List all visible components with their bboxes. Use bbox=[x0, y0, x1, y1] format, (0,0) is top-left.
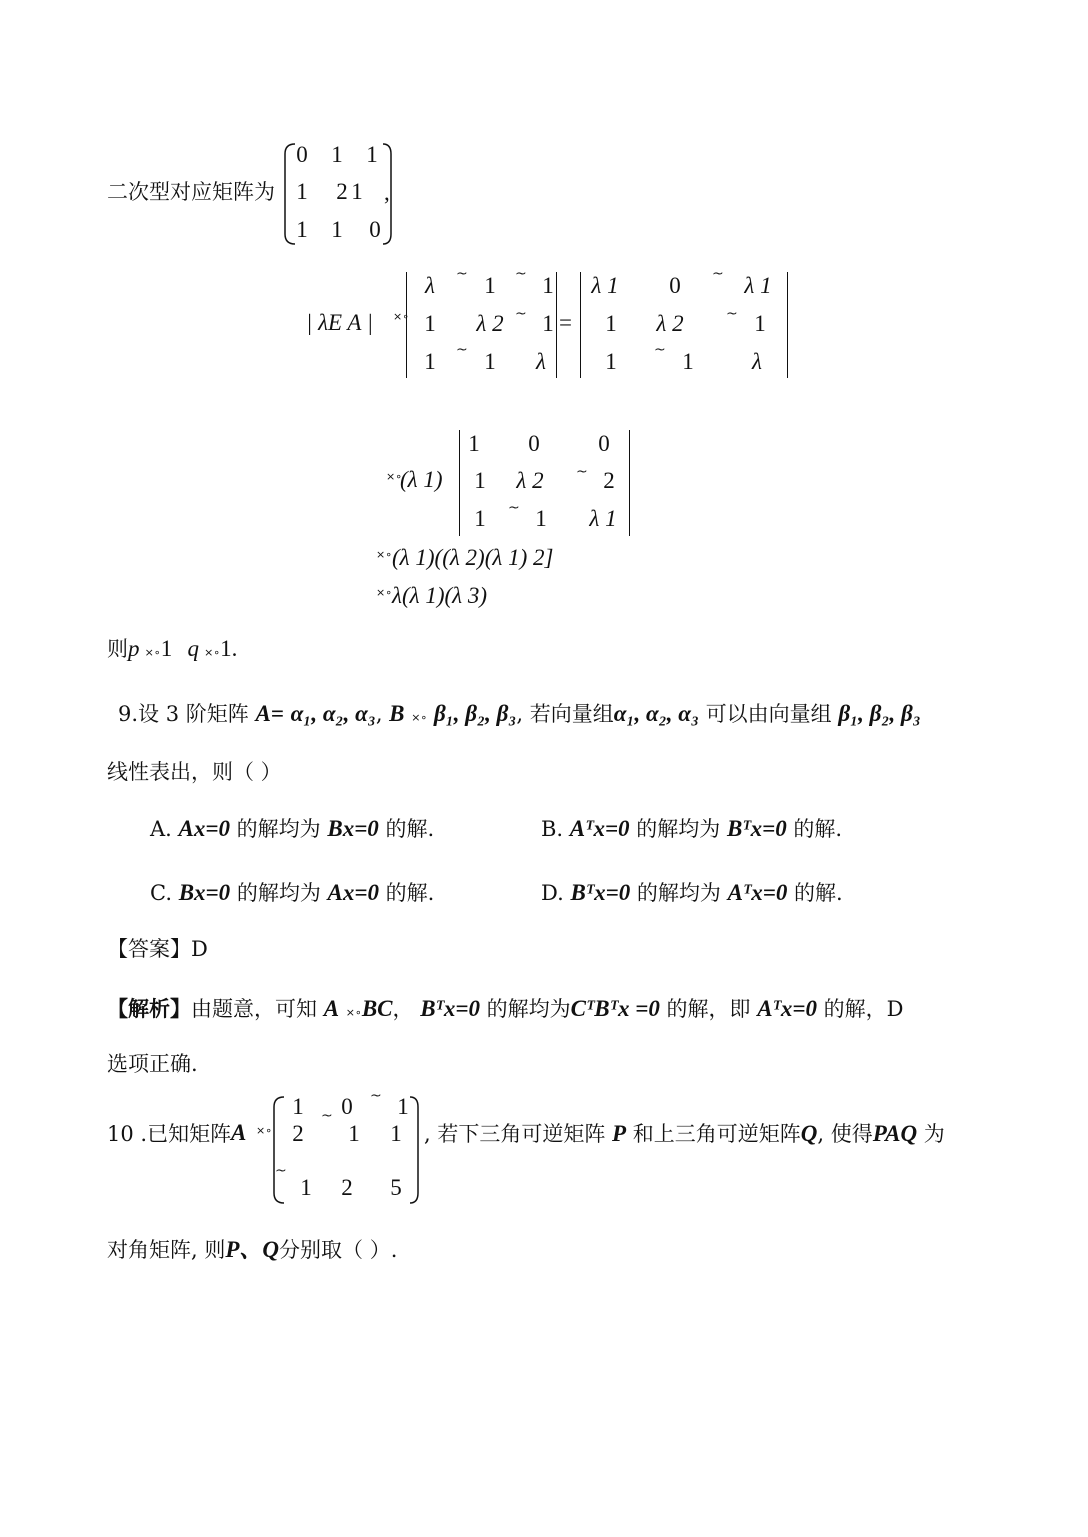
det1-cell: λ bbox=[536, 349, 546, 374]
q9-mid: , 若向量组 bbox=[516, 702, 614, 726]
equation: Aᵀx=0 bbox=[757, 996, 817, 1021]
tilde-mark: ~ bbox=[456, 266, 468, 282]
eq-mark: ×∘ bbox=[256, 1124, 273, 1137]
matrix-P: P bbox=[612, 1121, 627, 1146]
tilde-mark: ~ bbox=[515, 266, 527, 282]
matrix1-cell: 1 bbox=[296, 217, 308, 242]
det1-cell: λ bbox=[425, 273, 435, 298]
tilde-mark: ~ bbox=[275, 1163, 287, 1179]
det1-cell: 1 bbox=[484, 349, 496, 374]
q10-text: , 使得 bbox=[817, 1122, 873, 1146]
det3-right-bar bbox=[629, 430, 630, 536]
period: . bbox=[231, 636, 238, 661]
det3-cell: 0 bbox=[598, 431, 610, 456]
q10-text: 和上三角可逆矩阵 bbox=[632, 1122, 801, 1146]
tilde-mark: ~ bbox=[370, 1088, 382, 1104]
det3-cell: 1 bbox=[468, 431, 480, 456]
det3-cell: 1 bbox=[535, 506, 547, 531]
q10-matrix-cell: 2 bbox=[292, 1121, 304, 1146]
det3-cell: λ 2 bbox=[516, 468, 544, 493]
det3-cell: λ 1 bbox=[589, 506, 617, 531]
beta-vectors: β₁, β₂, β₃ bbox=[838, 701, 921, 726]
symbol-q: q bbox=[187, 636, 199, 661]
q9-option-d bbox=[541, 879, 843, 907]
det1-cell: 1 bbox=[542, 273, 554, 298]
tilde-mark: ~ bbox=[712, 266, 724, 282]
det3-cell: 1 bbox=[474, 506, 486, 531]
q9-analysis-line1: 【解析】由题意，可知 A ×∘BC， Bᵀx=0 的解均为CᵀBᵀx =0 的解，即 Aᵀx=0 的解，D bbox=[107, 996, 904, 1021]
eq-mark: ×∘ bbox=[386, 470, 403, 483]
q10-matrix-cell: 1 bbox=[397, 1094, 409, 1119]
conclusion-lead: 则 bbox=[107, 637, 128, 661]
equation: Bᵀx=0 bbox=[726, 816, 787, 841]
option-label: B. bbox=[541, 817, 564, 841]
option-text: 的解均为 bbox=[236, 817, 321, 841]
det2-cell: 1 bbox=[605, 311, 617, 336]
det3-cell: 2 bbox=[603, 468, 615, 493]
matrix-A: A= bbox=[255, 701, 284, 726]
det1-cell: λ 2 bbox=[476, 311, 504, 336]
matrix1-cell: 1 bbox=[331, 217, 343, 242]
equation: Aᵀx=0 bbox=[727, 880, 788, 905]
option-text: 的解. bbox=[794, 881, 843, 905]
analysis-label: 【解析】 bbox=[107, 996, 191, 1021]
matrices-PQ: P、Q bbox=[225, 1237, 280, 1262]
q9-number: 9.设 3 阶矩阵 bbox=[118, 702, 249, 726]
equation: Bx=0 bbox=[327, 816, 379, 841]
det1-cell: 1 bbox=[484, 273, 496, 298]
q10-text: 对角矩阵, 则 bbox=[107, 1238, 226, 1262]
q10-matrix-cell: 1 bbox=[300, 1175, 312, 1200]
q10-matrix-cell: 1 bbox=[390, 1121, 402, 1146]
det1-cell: 1 bbox=[424, 349, 436, 374]
option-text: 的解. bbox=[385, 817, 435, 841]
q10-text: , 若下三角可逆矩阵 bbox=[424, 1122, 606, 1146]
q10-matrix-cell: 1 bbox=[292, 1094, 304, 1119]
q9-option-a bbox=[150, 815, 434, 843]
option-text: 的解均为 bbox=[236, 881, 321, 905]
equation: Aᵀx=0 bbox=[569, 816, 630, 841]
analysis-text: 的解均为 bbox=[486, 997, 571, 1021]
option-text: 的解均为 bbox=[636, 881, 721, 905]
beta-vectors: β₁, β₂, β₃ bbox=[434, 701, 517, 726]
equation: Ax=0 bbox=[178, 816, 230, 841]
tilde-mark: ~ bbox=[515, 306, 527, 322]
equals-sign: = bbox=[559, 310, 572, 335]
q10-text: 为 bbox=[923, 1122, 945, 1146]
det1-cell: 1 bbox=[542, 311, 554, 336]
analysis-text: 的解，即 bbox=[666, 997, 751, 1021]
det2-cell: λ 1 bbox=[744, 273, 772, 298]
equation: Bᵀx=0 bbox=[420, 996, 480, 1021]
q10-number: 10 .已知矩阵 bbox=[107, 1122, 232, 1146]
equation: A bbox=[323, 996, 340, 1021]
analysis-text: 的解，D bbox=[823, 997, 904, 1021]
alpha-vectors: α₁, α₂, α₃ bbox=[613, 701, 699, 726]
matrix1-cell: 1 bbox=[351, 179, 363, 204]
eq-mark: ×∘ bbox=[204, 646, 221, 659]
symbol-p: p bbox=[128, 636, 140, 661]
matrix1-cell: 2 bbox=[336, 179, 348, 204]
alpha-vectors: α₁, α₂, α₃ bbox=[290, 701, 376, 726]
q9-analysis-line2: 选项正确. bbox=[107, 1052, 198, 1076]
value-1: 1 bbox=[220, 636, 232, 661]
q10-matrix-cell: 0 bbox=[341, 1094, 353, 1119]
value-1: 1 bbox=[160, 636, 173, 661]
equation: Ax=0 bbox=[327, 880, 379, 905]
eq-mark: ×∘ bbox=[345, 1006, 362, 1019]
option-label: A. bbox=[150, 817, 172, 841]
q9-stem-line1: 9.设 3 阶矩阵 A= α₁, α₂, α₃, B ×∘ β₁, β₂, β₃, 若向量组α₁, α₂, α₃ 可以由向量组 β₁, β₂, β₃ bbox=[118, 701, 921, 726]
matrix1-cell: 1 bbox=[331, 142, 343, 167]
eq-mark: ×∘ bbox=[393, 310, 410, 323]
det-prefix: (λ 1) bbox=[400, 467, 443, 492]
q9-can: 可以由向量组 bbox=[705, 702, 832, 726]
q10-stem-line1 bbox=[424, 1120, 945, 1148]
tilde-mark: ~ bbox=[321, 1108, 333, 1124]
equation: Bx=0 bbox=[178, 880, 231, 905]
q9-stem-line2: 线性表出，则（ ） bbox=[107, 760, 282, 784]
eq-mark: ×∘ bbox=[411, 711, 428, 724]
eq-mark: ×∘ bbox=[376, 548, 393, 561]
q10-stem-line2 bbox=[107, 1236, 397, 1264]
option-text: 的解. bbox=[385, 881, 435, 905]
step3-expression: (λ 1)((λ 2)(λ 1) 2] bbox=[392, 545, 554, 570]
q10-matrix-cell: 1 bbox=[348, 1121, 360, 1146]
det1-cell: 1 bbox=[424, 311, 436, 336]
q10-text: 分别取（ ）. bbox=[279, 1238, 398, 1262]
q10-matrix-cell: 2 bbox=[341, 1175, 353, 1200]
option-label: D. bbox=[541, 881, 564, 905]
q9-option-c bbox=[150, 879, 434, 907]
matrix1-comma: , bbox=[384, 180, 390, 205]
q10-matrix-cell: 5 bbox=[390, 1175, 402, 1200]
tilde-mark: ~ bbox=[726, 306, 738, 322]
det2-cell: λ bbox=[752, 349, 762, 374]
option-text: 的解均为 bbox=[636, 817, 721, 841]
matrix-Q: Q bbox=[800, 1121, 818, 1146]
det-lhs: | λE A | bbox=[306, 310, 374, 335]
step4-expression: λ(λ 1)(λ 3) bbox=[392, 583, 488, 608]
tilde-mark: ~ bbox=[508, 500, 520, 516]
q9-option-b bbox=[541, 815, 842, 843]
det2-cell: 1 bbox=[754, 311, 766, 336]
tilde-mark: ~ bbox=[654, 342, 666, 358]
matrix1-cell: 0 bbox=[369, 217, 381, 242]
matrix-B: B bbox=[389, 701, 405, 726]
analysis-text: 由题意，可知 bbox=[191, 997, 317, 1021]
det2-cell: 1 bbox=[682, 349, 694, 374]
det2-cell: 1 bbox=[605, 349, 617, 374]
det2-cell: λ 2 bbox=[656, 311, 684, 336]
eq-mark: ×∘ bbox=[376, 586, 393, 599]
matrix1-cell: 0 bbox=[296, 142, 308, 167]
equation: BC bbox=[361, 996, 393, 1021]
intro-text: 二次型对应矩阵为 bbox=[107, 180, 275, 204]
equation: CᵀBᵀx =0 bbox=[570, 996, 660, 1021]
tilde-mark: ~ bbox=[456, 342, 468, 358]
q9-answer: 【答案】D bbox=[107, 937, 208, 961]
matrix1-cell: 1 bbox=[296, 179, 308, 204]
option-text: 的解. bbox=[793, 817, 843, 841]
tilde-mark: ~ bbox=[576, 464, 588, 480]
product-PAQ: PAQ bbox=[872, 1121, 918, 1146]
matrix1-cell: 1 bbox=[366, 142, 378, 167]
det3-cell: 0 bbox=[528, 431, 540, 456]
conclusion-line bbox=[107, 635, 237, 663]
matrix-A: A bbox=[231, 1120, 247, 1145]
det2-right-bar bbox=[787, 272, 788, 378]
det3-cell: 1 bbox=[474, 468, 486, 493]
det1-left-bar bbox=[406, 272, 407, 378]
det2-cell: λ 1 bbox=[591, 273, 619, 298]
eq-mark: ×∘ bbox=[144, 646, 161, 659]
option-label: C. bbox=[150, 881, 172, 905]
equation: Bᵀx=0 bbox=[570, 880, 631, 905]
det2-cell: 0 bbox=[669, 273, 681, 298]
